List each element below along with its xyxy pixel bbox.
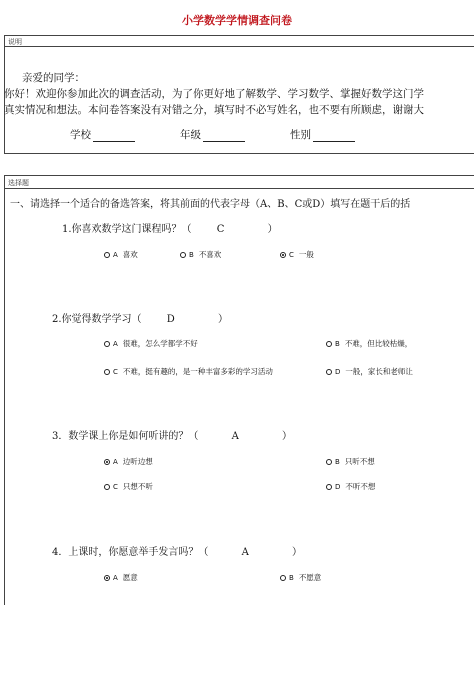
- question-1-text: 1.你喜欢数学这门课程吗？（: [62, 224, 192, 235]
- section-label-intro: 说明: [8, 38, 22, 46]
- question-2-answer: D: [166, 314, 175, 325]
- radio-icon[interactable]: [104, 369, 110, 375]
- instruction-text: 一、请选择一个适合的备选答案，将其前面的代表字母（A、B、C或D）填写在题干后的括: [10, 199, 411, 210]
- question-4-text: 4．上课时，你愿意举手发言吗？（: [52, 547, 209, 558]
- q3-option-a[interactable]: A 边听边想: [104, 456, 153, 467]
- question-3-text: 3．数学课上你是如何听讲的？（: [52, 431, 199, 442]
- school-label: 学校: [70, 129, 91, 141]
- question-1-answer: C: [216, 224, 225, 235]
- intro-line-1: 你好！欢迎你参加此次的调查活动，为了你更好地了解数学、学习数学、掌握好数学这门学: [4, 88, 424, 100]
- choice-section-border-left: [4, 175, 5, 605]
- question-4-close: ）: [291, 547, 302, 558]
- school-input[interactable]: [93, 131, 135, 142]
- q2-option-b[interactable]: B 不难，但比较枯燥，: [326, 338, 474, 349]
- question-1: [62, 220, 278, 235]
- q2-option-a[interactable]: A 很难，怎么学都学不好: [104, 338, 198, 349]
- q1-option-a[interactable]: A 喜欢: [104, 249, 138, 260]
- section-divider-middle: [4, 153, 474, 154]
- q4-option-b[interactable]: B 不愿意: [280, 572, 321, 583]
- gender-label: 性别: [290, 129, 311, 141]
- radio-icon[interactable]: [280, 575, 286, 581]
- question-3-answer: A: [231, 431, 239, 442]
- radio-icon[interactable]: [326, 341, 332, 347]
- section-label-choice: 选择题: [8, 179, 29, 187]
- radio-icon[interactable]: [326, 484, 332, 490]
- gender-field: [290, 127, 355, 142]
- radio-icon[interactable]: [180, 252, 186, 258]
- q1-option-c[interactable]: C 一般: [280, 249, 314, 260]
- question-2: [52, 310, 228, 325]
- radio-icon[interactable]: [104, 484, 110, 490]
- radio-icon[interactable]: [326, 369, 332, 375]
- school-field: [70, 127, 135, 142]
- question-2-close: ）: [217, 314, 228, 325]
- question-4-answer: A: [241, 547, 249, 558]
- question-3-close: ）: [281, 431, 292, 442]
- radio-icon[interactable]: [326, 459, 332, 465]
- q2-option-d[interactable]: D 一般，家长和老师让: [326, 366, 474, 377]
- question-4: [52, 543, 302, 558]
- radio-checked-icon[interactable]: [104, 575, 110, 581]
- q1-option-b[interactable]: B 不喜欢: [180, 249, 221, 260]
- radio-checked-icon[interactable]: [104, 459, 110, 465]
- q2-option-c[interactable]: C 不难，挺有趣的，是一种丰富多彩的学习活动: [104, 366, 273, 377]
- grade-input[interactable]: [203, 131, 245, 142]
- intro-line-2: 真实情况和想法。本问卷答案没有对错之分，填写时不必写姓名，也不要有所顾虑，谢谢大: [4, 104, 424, 116]
- question-1-close: ）: [267, 224, 278, 235]
- q3-option-c[interactable]: C 只想不听: [104, 481, 153, 492]
- grade-label: 年级: [180, 129, 201, 141]
- page-title: 小学数学学情调查问卷: [182, 14, 292, 27]
- grade-field: [180, 127, 245, 142]
- question-3: [52, 427, 292, 442]
- q3-option-d[interactable]: D 不听不想: [326, 481, 375, 492]
- q4-option-a[interactable]: A 愿意: [104, 572, 138, 583]
- intro-greeting: 亲爱的同学：: [22, 72, 85, 84]
- section-divider-top: [4, 35, 474, 36]
- section-label-underline: [4, 46, 474, 47]
- radio-icon[interactable]: [104, 341, 110, 347]
- gender-input[interactable]: [313, 131, 355, 142]
- radio-icon[interactable]: [104, 252, 110, 258]
- question-2-text: 2.你觉得数学学习（: [52, 314, 142, 325]
- q3-option-b[interactable]: B 只听不想: [326, 456, 375, 467]
- radio-checked-icon[interactable]: [280, 252, 286, 258]
- choice-section-top: [4, 175, 474, 176]
- choice-label-underline: [4, 188, 474, 189]
